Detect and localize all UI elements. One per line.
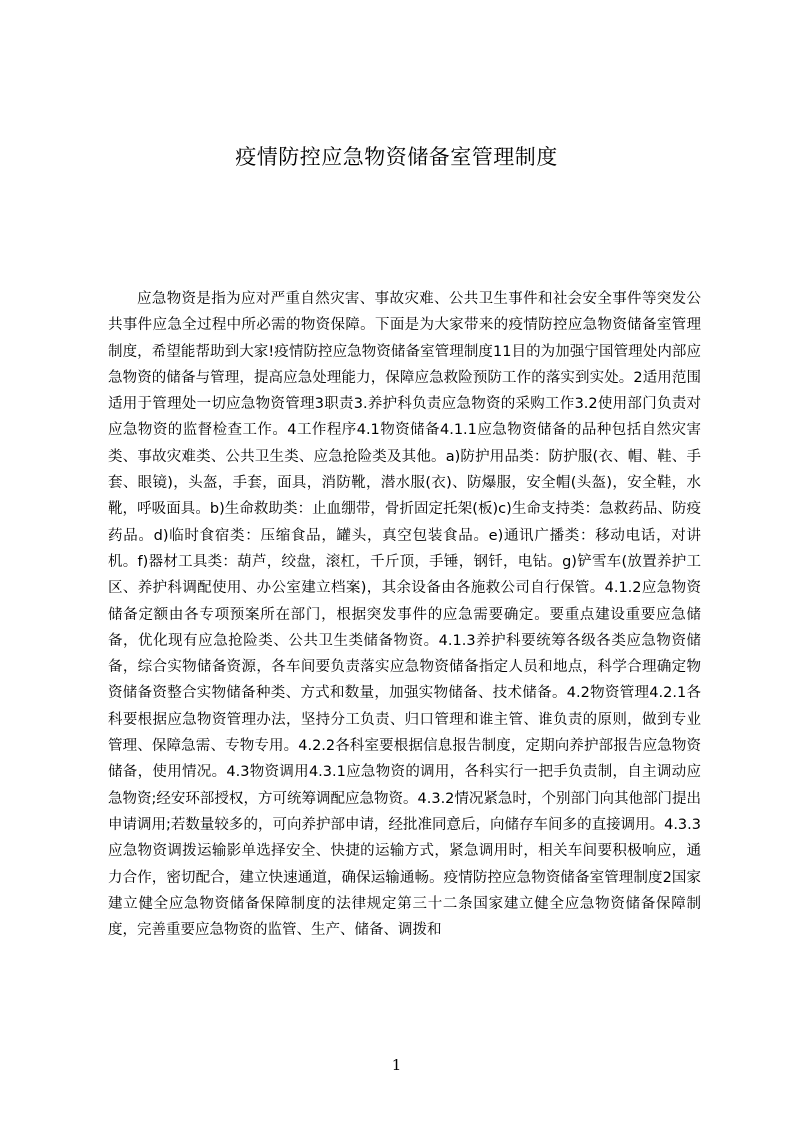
page-number: 1 <box>391 1056 402 1074</box>
document-title: 疫情防控应急物资储备室管理制度 <box>235 145 558 169</box>
document-body-paragraph: 应急物资是指为应对严重自然灾害、事故灾难、公共卫生事件和社会安全事件等突发公共事件应急全过程中所必需的物资保障。下面是为大家带来的疫情防控应急物资储备室管理制度，希望能帮助到大家!疫情防控应急物资储备室管理制度11目的为加强宁国管理处内部应急物资的储备与管理，提高应急处理能力，保障应急救险预防工作的落实到实处。2适用范围适用于管理处一切应急物资管理3职责3.养护科负责应急物资的采购工作3.2使用部门负责对应急物资的监督检查工作。4工作程序4.1物资储备4.1.1应急物资储备的品种包括自然灾害类、事故灾难类、公共卫生类、应急抢险类及其他。a)防护用品类：防护服(衣、帽、鞋、手套、眼镜)，头盔，手套，面具，消防靴，潜水服(衣)、防爆服，安全帽(头盔)，安全鞋，水靴，呼吸面具。b)生命救助类：止血绷带，骨折固定托架(板)c)生命支持类：急救药品、防疫药品。d)临时食宿类：压缩食品，罐头，真空包装食品。e)通讯广播类：移动电话，对讲机。f)器材工具类：葫芦，绞盘，滚杠，千斤顶，手锤，钢钎，电钻。g)铲雪车(放置养护工区、养护科调配使用、办公室建立档案)，其余设备由各施救公司自行保管。4.1.2应急物资储备定额由各专项预案所在部门，根据突发事件的应急需要确定。要重点建设重要应急储备，优化现有应急抢险类、公共卫生类储备物资。4.1.3养护科要统筹各级各类应急物资储备，综合实物储备资源，各车间要负责落实应急物资储备指定人员和地点，科学合理确定物资储备资整合实物储备种类、方式和数量，加强实物储备、技术储备。4.2物资管理4.2.1各科要根据应急物资管理办法，坚持分工负责、归口管理和谁主管、谁负责的原则，做到专业管理、保障急需、专物专用。4.2.2各科室要根据信息报告制度，定期向养护部报告应急物资储备，使用情况。4.3物资调用4.3.1应急物资的调用，各科实行一把手负责制，自主调动应急物资;经安环部授权，方可统筹调配应急物资。4.3.2情况紧急时，个别部门向其他部门提出申请调用;若数量较多的，可向养护部申请，经批准同意后，向储存车间多的直接调用。4.3.3应急物资调拨运输影单选择安全、快捷的运输方式，紧急调用时，相关车间要积极响应，通力合作，密切配合，建立快速通道，确保运输通畅。疫情防控应急物资储备室管理制度2国家建立健全应急物资储备保障制度的法律规定第三十二条国家建立健全应急物资储备保障制度，完善重要应急物资的监管、生产、储备、调拨和 <box>108 291 701 939</box>
